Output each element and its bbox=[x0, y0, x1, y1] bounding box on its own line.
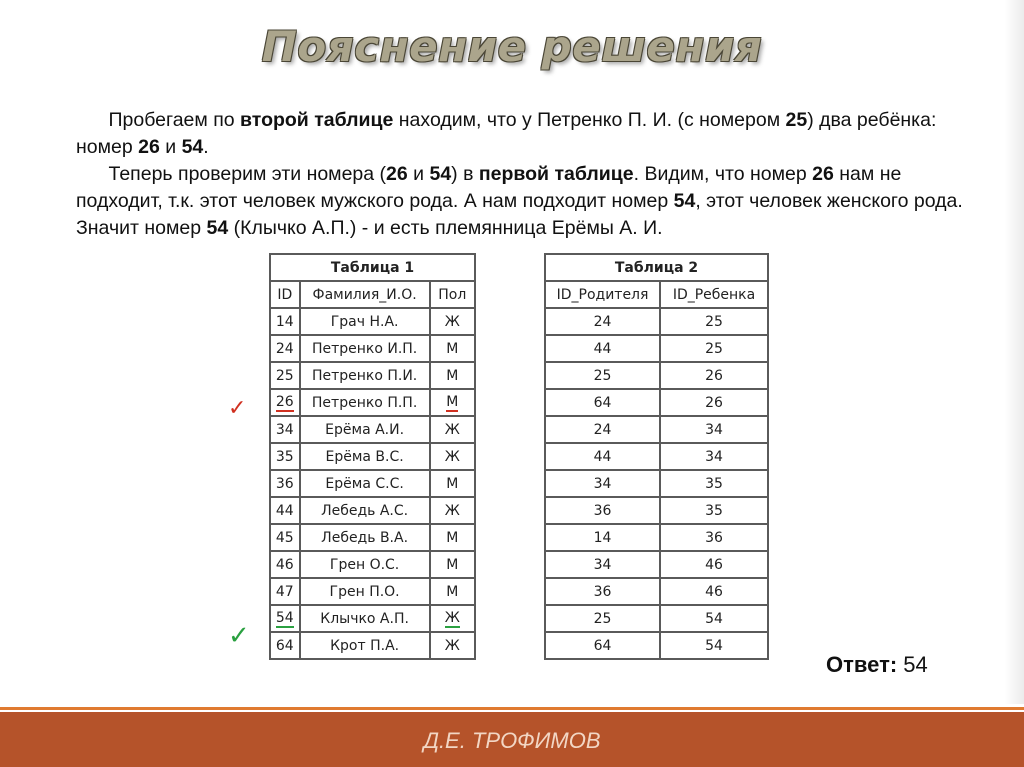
table-2-row bbox=[545, 524, 768, 551]
table-1-cell bbox=[270, 443, 300, 470]
table-1-cell bbox=[430, 632, 475, 659]
table-1-cell bbox=[300, 605, 430, 632]
p2-bold-2: 54 bbox=[429, 163, 452, 185]
table-2-cell bbox=[660, 308, 768, 335]
table-2-cell bbox=[545, 497, 660, 524]
table-1-cell bbox=[430, 389, 475, 416]
table-2-cell-text: 34 bbox=[593, 475, 612, 492]
table-1-cell-text: М bbox=[446, 393, 459, 410]
table-1-header-row bbox=[270, 281, 475, 308]
table-1-cell bbox=[430, 470, 475, 497]
table-2-cell-text: 34 bbox=[705, 421, 723, 438]
table-1-cell-text: М bbox=[446, 340, 459, 357]
table-1-cell-text: Ж bbox=[444, 502, 460, 519]
table-2-row bbox=[545, 308, 768, 335]
table-1-cell-text: Клычко А.П. bbox=[320, 610, 409, 627]
table-1-cell-text: Крот П.А. bbox=[330, 637, 400, 654]
table-2-header-row bbox=[545, 281, 768, 308]
table-2-cell bbox=[545, 308, 660, 335]
table-2-cell bbox=[545, 335, 660, 362]
table-2-row bbox=[545, 335, 768, 362]
table-2-cell bbox=[660, 389, 768, 416]
table-2-row bbox=[545, 389, 768, 416]
table-1-cell bbox=[300, 416, 430, 443]
table-2-cell bbox=[660, 497, 768, 524]
table-2-cell-text: 26 bbox=[705, 394, 723, 411]
table-2-row bbox=[545, 362, 768, 389]
table-1-cell bbox=[270, 578, 300, 605]
table-1-row bbox=[270, 389, 475, 416]
table-1-cell bbox=[430, 335, 475, 362]
table-1-cell-text: Грен О.С. bbox=[329, 556, 400, 573]
table-2-cell bbox=[660, 362, 768, 389]
table-2-cell-text: 36 bbox=[593, 502, 612, 519]
table-1-cell-text: Ерёма С.С. bbox=[325, 475, 404, 492]
table-1-row bbox=[270, 524, 475, 551]
table-1-cell bbox=[430, 524, 475, 551]
p2-text-6: , этот человек женского рода. Значит номер bbox=[76, 190, 963, 239]
table-1-row bbox=[270, 362, 475, 389]
table-1-cell-text: М bbox=[446, 529, 459, 546]
table-1-cell-text: 34 bbox=[275, 421, 294, 438]
table-1-cell-text: Петренко И.П. bbox=[311, 340, 418, 357]
table-1-cell-text: Петренко П.И. bbox=[311, 367, 418, 384]
table-2-cell bbox=[545, 470, 660, 497]
table-2-cell-text: 64 bbox=[593, 637, 612, 654]
slide-edge-shadow bbox=[1004, 0, 1024, 704]
table-1-cell bbox=[270, 551, 300, 578]
table-2-cell bbox=[660, 605, 768, 632]
answer-label: Ответ: bbox=[826, 652, 898, 677]
table-1-caption: Таблица 1 bbox=[270, 254, 475, 281]
table-1-cell-text: 64 bbox=[275, 637, 294, 654]
table-1-cell bbox=[430, 551, 475, 578]
table-2-cell-text: 46 bbox=[705, 556, 723, 573]
table-2-cell-text: 44 bbox=[593, 448, 612, 465]
table-2-row bbox=[545, 605, 768, 632]
table-1-cell bbox=[270, 308, 300, 335]
table-2-cell bbox=[545, 578, 660, 605]
table-1-cell bbox=[300, 524, 430, 551]
table-2-row bbox=[545, 416, 768, 443]
table-1-cell-text: Ерёма В.С. bbox=[325, 448, 404, 465]
table-1-cell-text: Грач Н.А. bbox=[330, 313, 399, 330]
table-1-cell-text: М bbox=[446, 556, 459, 573]
table-1-cell bbox=[430, 416, 475, 443]
p2-text-2: и bbox=[407, 163, 430, 185]
table-2-cell bbox=[545, 632, 660, 659]
table-1-row bbox=[270, 497, 475, 524]
table-1-cell bbox=[300, 497, 430, 524]
table-1-cell bbox=[270, 497, 300, 524]
table-2-cell-text: 36 bbox=[593, 583, 612, 600]
table-2-cell-text: 54 bbox=[705, 610, 723, 627]
table-2-cell-text: 24 bbox=[593, 421, 612, 438]
p2-text-3: ) в bbox=[451, 163, 479, 185]
table-2-cell bbox=[660, 416, 768, 443]
table-2-cell bbox=[660, 632, 768, 659]
table-1-cell-text: Петренко П.П. bbox=[311, 394, 418, 411]
green-check-icon: ✓ bbox=[228, 621, 250, 651]
table-1-header-cell: ID bbox=[270, 281, 300, 308]
table-2-cell bbox=[660, 578, 768, 605]
table-1-cell-text: М bbox=[446, 367, 459, 384]
table-2-cell bbox=[545, 551, 660, 578]
table-1-cell bbox=[430, 605, 475, 632]
table-1-cell bbox=[270, 470, 300, 497]
table-1-cell bbox=[270, 335, 300, 362]
table-1-row bbox=[270, 443, 475, 470]
table-1-cell bbox=[300, 632, 430, 659]
table-2-cell-text: 14 bbox=[593, 529, 612, 546]
table-1-cell bbox=[300, 470, 430, 497]
p1-bold-1: второй таблице bbox=[240, 109, 394, 131]
table-1-cell bbox=[270, 524, 300, 551]
p2-bold-6: 54 bbox=[206, 217, 229, 239]
table-1-cell bbox=[270, 632, 300, 659]
p2-text-4: . Видим, что номер bbox=[633, 163, 813, 185]
table-1-header-cell: Пол bbox=[430, 281, 475, 308]
table-1-cell-text: Ж bbox=[444, 637, 460, 654]
table-1-cell-text: Лебедь А.С. bbox=[321, 502, 409, 519]
table-1-cell bbox=[430, 497, 475, 524]
table-2-header-cell: ID_Родителя bbox=[545, 281, 660, 308]
table-2-cell-text: 54 bbox=[705, 637, 723, 654]
table-1-cell bbox=[430, 578, 475, 605]
table-1-caption-row bbox=[270, 254, 475, 281]
table-1-cell-text: 54 bbox=[275, 609, 294, 626]
answer-value: 54 bbox=[903, 652, 928, 677]
table-1-row bbox=[270, 632, 475, 659]
table-2-cell bbox=[545, 443, 660, 470]
table-2-cell bbox=[545, 416, 660, 443]
table-2-cell-text: 25 bbox=[705, 340, 723, 357]
table-2-cell bbox=[660, 524, 768, 551]
table-2-cell-text: 35 bbox=[705, 502, 723, 519]
table-2-cell bbox=[660, 470, 768, 497]
answer bbox=[826, 652, 928, 678]
table-1-cell bbox=[300, 389, 430, 416]
table-1-cell-text: 25 bbox=[275, 367, 294, 384]
p2-bold-4: 26 bbox=[812, 163, 834, 185]
table-2-cell-text: 64 bbox=[593, 394, 612, 411]
table-2-row bbox=[545, 632, 768, 659]
table-1-cell bbox=[300, 308, 430, 335]
table-1-cell-text: 24 bbox=[275, 340, 294, 357]
table-1-cell-text: Ж bbox=[444, 313, 460, 330]
table-1-row bbox=[270, 578, 475, 605]
paragraph-2 bbox=[76, 161, 976, 242]
footer-author: Д.Е. ТРОФИМОВ bbox=[423, 728, 601, 753]
table-1-cell bbox=[270, 605, 300, 632]
table-1-cell-text: 36 bbox=[275, 475, 294, 492]
table-1-row bbox=[270, 551, 475, 578]
p1-text-1: Пробегаем по bbox=[108, 109, 241, 131]
p1-text-4: и bbox=[159, 136, 182, 158]
table-2-row bbox=[545, 470, 768, 497]
table-1-cell bbox=[430, 443, 475, 470]
table-1-cell-text: Ж bbox=[444, 609, 460, 626]
paragraph-1 bbox=[76, 107, 976, 161]
p1-bold-4: 54 bbox=[181, 136, 204, 158]
table-1-cell bbox=[270, 362, 300, 389]
p2-bold-3: первой таблице bbox=[478, 163, 634, 185]
table-1-cell bbox=[300, 362, 430, 389]
table-1-cell-text: 44 bbox=[275, 502, 294, 519]
table-2-cell-text: 25 bbox=[705, 313, 723, 330]
p2-bold-1: 26 bbox=[386, 163, 408, 185]
p2-text-1: Теперь проверим эти номера ( bbox=[108, 163, 387, 185]
table-2-row bbox=[545, 443, 768, 470]
table-2-header-cell: ID_Ребенка bbox=[660, 281, 768, 308]
table-2-cell-text: 34 bbox=[593, 556, 612, 573]
table-1-row bbox=[270, 470, 475, 497]
table-2-cell-text: 26 bbox=[705, 367, 723, 384]
p1-text-2: находим, что у Петренко П. И. (с номером bbox=[393, 109, 786, 131]
slide-title: Пояснение решения bbox=[261, 22, 763, 71]
table-1-cell-text: 47 bbox=[275, 583, 294, 600]
table-1-cell bbox=[300, 551, 430, 578]
table-2-cell bbox=[545, 605, 660, 632]
table-1-cell-text: Ж bbox=[444, 448, 460, 465]
table-1-cell bbox=[300, 578, 430, 605]
table-2-row bbox=[545, 578, 768, 605]
table-1-row bbox=[270, 605, 475, 632]
table-2-cell-text: 25 bbox=[593, 610, 612, 627]
table-2-cell bbox=[545, 389, 660, 416]
table-2-cell-text: 36 bbox=[705, 529, 723, 546]
table-1-cell-text: 45 bbox=[275, 529, 294, 546]
table-2-cell-text: 44 bbox=[593, 340, 612, 357]
table-1-cell-text: М bbox=[446, 583, 459, 600]
table-2-row bbox=[545, 551, 768, 578]
table-2-cell bbox=[660, 551, 768, 578]
table-1-cell-text: 35 bbox=[275, 448, 294, 465]
table-2-cell-text: 46 bbox=[705, 583, 723, 600]
table-2-cell bbox=[545, 524, 660, 551]
table-1-cell-text: 46 bbox=[275, 556, 294, 573]
table-1-row bbox=[270, 335, 475, 362]
red-check-icon: ✓ bbox=[228, 396, 247, 421]
table-2-row bbox=[545, 497, 768, 524]
p2-text-5: нам не подходит, т.к. этот человек мужского рода. А нам подходит номер bbox=[76, 163, 902, 212]
p2-text-7: (Клычко А.П.) - и есть племянница Ерёмы А. И. bbox=[228, 217, 663, 239]
table-2-cell-text: 34 bbox=[705, 448, 723, 465]
table-2-cell-text: 35 bbox=[705, 475, 723, 492]
table-1-cell-text: 26 bbox=[275, 393, 294, 410]
p1-bold-2: 25 bbox=[785, 109, 808, 131]
table-1-row bbox=[270, 308, 475, 335]
table-1-cell bbox=[430, 362, 475, 389]
table-1-cell-text: Ж bbox=[444, 421, 460, 438]
table-1-cell-text: Ерёма А.И. bbox=[325, 421, 405, 438]
table-1-header-cell: Фамилия_И.О. bbox=[300, 281, 430, 308]
table-1-cell bbox=[300, 335, 430, 362]
table-1-row bbox=[270, 416, 475, 443]
table-1-cell-text: Грен П.О. bbox=[329, 583, 400, 600]
footer-accent-line bbox=[0, 707, 1024, 710]
table-1-cell-text: 14 bbox=[275, 313, 294, 330]
table-1-cell bbox=[300, 443, 430, 470]
p1-bold-3: 26 bbox=[138, 136, 160, 158]
explanation-text bbox=[76, 107, 976, 242]
table-1 bbox=[269, 253, 476, 660]
table-1-cell bbox=[270, 416, 300, 443]
table-2-cell bbox=[660, 335, 768, 362]
table-2-cell bbox=[660, 443, 768, 470]
table-2-cell-text: 24 bbox=[593, 313, 612, 330]
footer-bar bbox=[0, 712, 1024, 767]
table-1-cell-text: М bbox=[446, 475, 459, 492]
p2-bold-5: 54 bbox=[673, 190, 696, 212]
table-1-cell bbox=[430, 308, 475, 335]
table-1-cell-text: Лебедь В.А. bbox=[321, 529, 409, 546]
table-2 bbox=[544, 253, 769, 660]
p1-text-5: . bbox=[203, 136, 209, 158]
table-1-cell bbox=[270, 389, 300, 416]
table-2-caption: Таблица 2 bbox=[545, 254, 768, 281]
table-2-cell-text: 25 bbox=[593, 367, 612, 384]
p1-text-3: ) два ребёнка: номер bbox=[76, 109, 937, 158]
table-2-cell bbox=[545, 362, 660, 389]
table-2-caption-row bbox=[545, 254, 768, 281]
